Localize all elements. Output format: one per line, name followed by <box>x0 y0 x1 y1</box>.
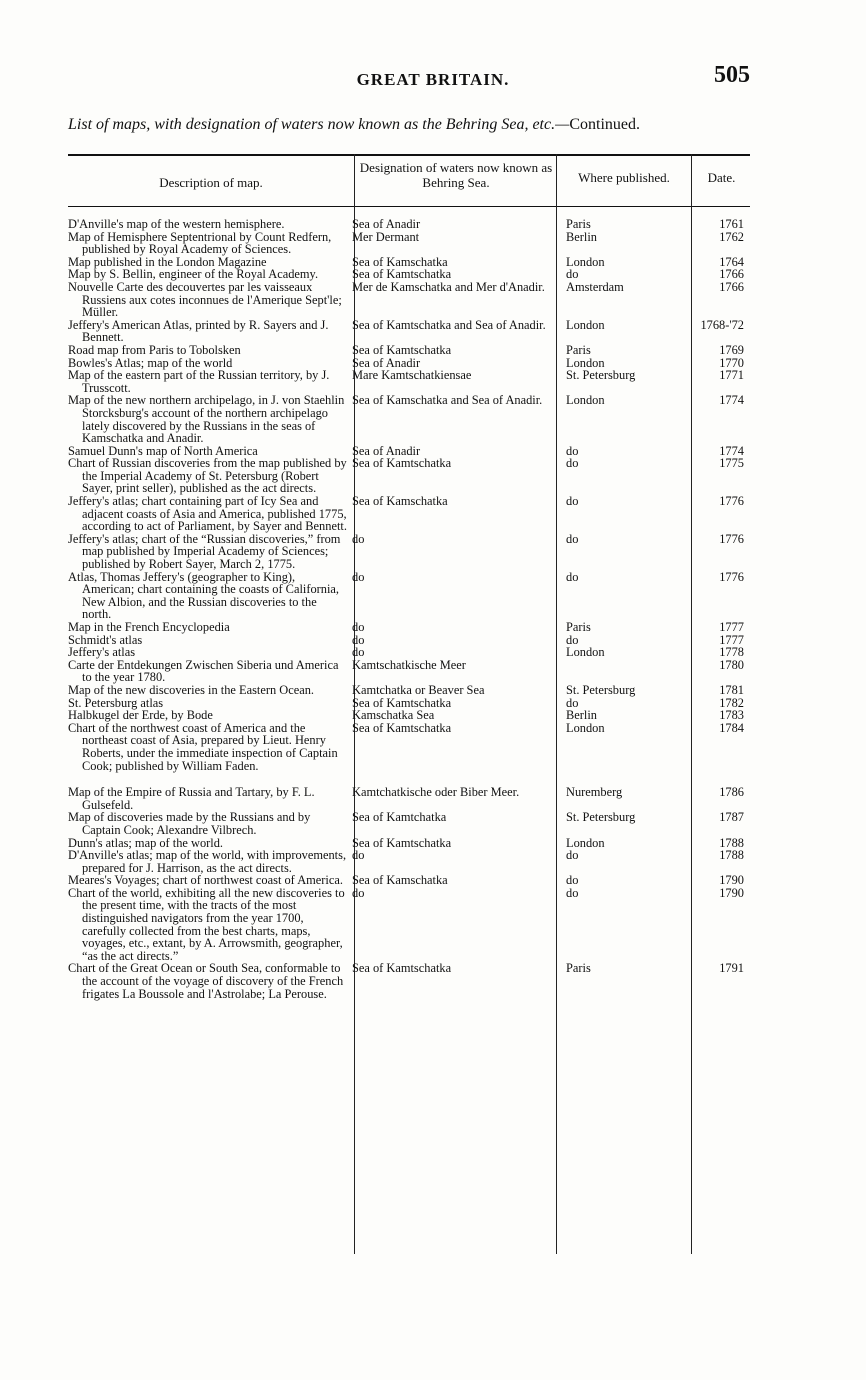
cell-designation <box>352 344 554 357</box>
cell-where-published-text: St. Petersburg <box>566 810 636 825</box>
cell-designation-text: Sea of Kamtschatka <box>352 961 452 976</box>
table-body <box>68 218 750 1000</box>
cell-where-published <box>554 319 689 344</box>
cell-where-published <box>554 495 689 533</box>
cell-date-text: 1771 <box>719 368 744 383</box>
cell-where-published-text: London <box>566 393 605 408</box>
header-date: Date. <box>707 170 736 185</box>
cell-where-published-text: London <box>566 355 605 370</box>
table-row <box>68 621 750 634</box>
cell-designation <box>352 786 554 811</box>
cell-designation <box>352 874 554 887</box>
cell-description-text: St. Petersburg atlas <box>68 695 164 710</box>
cell-where-published <box>554 231 689 256</box>
cell-date-text: 1778 <box>719 645 744 660</box>
cell-designation-text: do <box>352 531 365 546</box>
cell-description <box>68 281 352 319</box>
cell-date-text: 1768-'72 <box>700 317 744 332</box>
cell-description-text: Dunn's atlas; map of the world. <box>68 835 224 850</box>
cell-date <box>689 571 750 621</box>
cell-where-published-text: Paris <box>566 217 591 231</box>
cell-date-text: 1791 <box>719 961 744 976</box>
cell-date-text: 1776 <box>719 494 744 509</box>
cell-description-text: Map by S. Bellin, engineer of the Royal Academy. <box>68 267 319 282</box>
cell-designation-text: Kamtchatkische oder Biber Meer. <box>352 785 520 800</box>
table-row <box>68 786 750 811</box>
cell-designation-text: Kamschatka Sea <box>352 708 435 723</box>
cell-date-text: 1784 <box>719 720 744 735</box>
cell-where-published-text: do <box>566 456 579 471</box>
cell-where-published <box>554 457 689 495</box>
cell-designation-text: Sea of Kamschatka and Sea of Anadir. <box>352 393 543 408</box>
cell-designation <box>352 646 554 659</box>
cell-description-text: Map of the Empire of Russia and Tartary, by F. L. Gulsefeld. <box>68 785 315 812</box>
cell-description-text: Map in the French Encyclopedia <box>68 620 230 634</box>
cell-date-text: 1775 <box>719 456 744 471</box>
cell-description-text: Road map from Paris to Tobolsken <box>68 342 241 357</box>
cell-where-published-text: Amsterdam <box>566 279 624 294</box>
cell-description-text: Halbkugel der Erde, by Bode <box>68 708 213 723</box>
table-row <box>68 394 750 444</box>
cell-date <box>689 457 750 495</box>
page-header <box>0 62 866 96</box>
cell-designation <box>352 849 554 874</box>
cell-date-text: 1769 <box>719 342 744 357</box>
cell-date-text: 1774 <box>719 393 744 408</box>
cell-where-published-text: do <box>566 494 579 509</box>
cell-where-published-text: Nuremberg <box>566 785 623 800</box>
cell-where-published-text: Paris <box>566 620 591 634</box>
table-caption <box>68 116 758 134</box>
cell-designation-text: Sea of Kamtschatka <box>352 456 452 471</box>
cell-date-text: 1788 <box>719 835 744 850</box>
cell-description <box>68 319 352 344</box>
cell-where-published-text: London <box>566 317 605 332</box>
cell-where-published <box>554 709 689 722</box>
cell-description <box>68 231 352 256</box>
cell-designation <box>352 621 554 634</box>
cell-designation <box>352 319 554 344</box>
cell-date <box>689 281 750 319</box>
cell-description-text: Chart of the Great Ocean or South Sea, conformable to the account of the voyage of discovery of the French frigates La Boussole and l'Astrolabe; La Perouse. <box>68 961 344 1001</box>
table-top-rule <box>68 154 750 156</box>
cell-date <box>689 849 750 874</box>
cell-designation <box>352 457 554 495</box>
cell-designation <box>352 394 554 444</box>
cell-date <box>689 722 750 772</box>
cell-where-published-text: do <box>566 531 579 546</box>
cell-where-published-text: St. Petersburg <box>566 368 636 383</box>
table-row <box>68 281 750 319</box>
cell-where-published <box>554 722 689 772</box>
cell-designation <box>352 811 554 836</box>
table-row <box>68 722 750 772</box>
cell-description <box>68 962 352 1000</box>
cell-designation <box>352 709 554 722</box>
table-row <box>68 659 750 684</box>
header-description: Description of map. <box>159 175 263 190</box>
cell-date <box>689 811 750 836</box>
cell-where-published-text: London <box>566 254 605 269</box>
cell-designation-text: Sea of Kamtschatka <box>352 835 452 850</box>
cell-designation-text: do <box>352 632 365 647</box>
cell-where-published-text: London <box>566 720 605 735</box>
cell-where-published-text: do <box>566 443 579 458</box>
header-rule <box>68 206 750 207</box>
cell-where-published <box>554 786 689 811</box>
cell-designation-text: Sea of Anadir <box>352 217 421 231</box>
cell-description-text: Chart of the northwest coast of America and the northeast coast of Asia, prepared by Lieut. Henry Roberts, under the immediate inspection of Captain Cook; published by William Faden. <box>68 720 338 773</box>
cell-description <box>68 571 352 621</box>
cell-where-published <box>554 962 689 1000</box>
cell-description-text: Jeffery's American Atlas, printed by R. Sayers and J. Bennett. <box>68 317 329 345</box>
cell-designation-text: Sea of Anadir <box>352 355 421 370</box>
cell-date-text: 1790 <box>719 873 744 888</box>
running-title: GREAT BRITAIN. <box>356 70 510 89</box>
cell-date-text: 1766 <box>719 267 744 282</box>
cell-date <box>689 495 750 533</box>
cell-designation <box>352 962 554 1000</box>
cell-where-published-text: do <box>566 569 579 584</box>
cell-date-text: 1781 <box>719 682 744 697</box>
cell-description-text: Map of discoveries made by the Russians and by Captain Cook; Alexandre Vilbrech. <box>68 810 311 837</box>
page-number: 505 <box>714 62 750 88</box>
cell-description <box>68 495 352 533</box>
table-row <box>68 634 750 647</box>
cell-description-text: D'Anville's map of the western hemisphere. <box>68 217 285 231</box>
cell-designation-text: Kamtschatkische Meer <box>352 657 466 672</box>
cell-description <box>68 722 352 772</box>
cell-date-text: 1777 <box>719 632 744 647</box>
cell-description-text: Atlas, Thomas Jeffery's (geographer to King), American; chart containing the coasts of California, New Albion, and the Russian discoveries to the north. <box>68 569 340 622</box>
cell-designation-text: Sea of Kamschatka <box>352 254 448 269</box>
cell-where-published-text: do <box>566 873 579 888</box>
caption-continued: Continued. <box>569 116 640 133</box>
cell-date-text: 1774 <box>719 443 744 458</box>
cell-date <box>689 319 750 344</box>
cell-where-published <box>554 646 689 659</box>
cell-where-published-text: do <box>566 695 579 710</box>
cell-designation-text: do <box>352 885 365 900</box>
cell-where-published-text: Berlin <box>566 708 597 723</box>
cell-where-published <box>554 344 689 357</box>
cell-description-text: Samuel Dunn's map of North America <box>68 443 258 458</box>
cell-description-text: Map of the eastern part of the Russian territory, by J. Trusscott. <box>68 368 330 395</box>
cell-where-published <box>554 811 689 836</box>
cell-designation <box>352 495 554 533</box>
cell-date <box>689 659 750 684</box>
header-designation: Designation of waters now known as Behring Sea. <box>359 160 553 190</box>
cell-designation <box>352 281 554 319</box>
cell-date <box>689 394 750 444</box>
cell-date <box>689 887 750 963</box>
cell-where-published-text: do <box>566 632 579 647</box>
cell-designation-text: Sea of Kamtschatka <box>352 342 452 357</box>
cell-designation-text: Sea of Kamschatka <box>352 494 448 509</box>
cell-description <box>68 457 352 495</box>
cell-designation <box>352 571 554 621</box>
cell-designation-text: Sea of Kamtschatka and Sea of Anadir. <box>352 317 546 332</box>
cell-description-text: Chart of Russian discoveries from the map published by the Imperial Academy of St. Petersburg (Robert Sayer, print seller), published as the act directs. <box>68 456 347 496</box>
cell-designation <box>352 887 554 963</box>
cell-description-text: Schmidt's atlas <box>68 632 143 647</box>
cell-description-text: Bowles's Atlas; map of the world <box>68 355 233 370</box>
cell-designation-text: Mer de Kamschatka and Mer d'Anadir. <box>352 279 545 294</box>
cell-designation-text: Mer Dermant <box>352 229 420 244</box>
table-row <box>68 849 750 874</box>
table-row <box>68 533 750 571</box>
cell-designation <box>352 659 554 684</box>
cell-designation-text: Sea of Kamtschatka <box>352 720 452 735</box>
cell-designation-text: Sea of Kamtschatka <box>352 267 452 282</box>
cell-where-published-text: do <box>566 885 579 900</box>
caption-text: List of maps, with designation of waters now known as the Behring Sea, etc.— <box>68 116 570 133</box>
cell-designation-text: Sea of Kamtchatka <box>352 810 447 825</box>
cell-description-text: D'Anville's atlas; map of the world, with improvements, prepared for J. Harrison, as the act directs. <box>68 848 347 875</box>
cell-description-text: Carte der Entdekungen Zwischen Siberia und America to the year 1780. <box>68 657 339 685</box>
cell-date <box>689 533 750 571</box>
table-row <box>68 962 750 1000</box>
cell-where-published-text: Paris <box>566 961 591 976</box>
cell-date <box>689 231 750 256</box>
cell-description <box>68 849 352 874</box>
cell-date-text: 1777 <box>719 620 744 634</box>
cell-description-text: Chart of the world, exhibiting all the new discoveries to the present time, with the tracts of the most distinguished navigators from the year 1700, carefully collected from the best charts, maps, voyages, etc., extant, by A. Arrowsmith, geographer, “as the act directs.” <box>68 885 345 963</box>
cell-date-text: 1766 <box>719 279 744 294</box>
table-row <box>68 887 750 963</box>
cell-designation-text: do <box>352 569 365 584</box>
cell-where-published-text: St. Petersburg <box>566 682 636 697</box>
cell-date-text: 1790 <box>719 885 744 900</box>
cell-date-text: 1776 <box>719 531 744 546</box>
cell-date-text: 1780 <box>719 657 744 672</box>
cell-where-published-text: do <box>566 267 579 282</box>
cell-date-text: 1776 <box>719 569 744 584</box>
cell-date-text: 1783 <box>719 708 744 723</box>
cell-where-published <box>554 684 689 697</box>
cell-where-published <box>554 887 689 963</box>
cell-description <box>68 533 352 571</box>
cell-date-text: 1770 <box>719 355 744 370</box>
cell-where-published <box>554 621 689 634</box>
cell-where-published <box>554 849 689 874</box>
table-row <box>68 684 750 697</box>
cell-where-published <box>554 394 689 444</box>
cell-where-published <box>554 369 689 394</box>
cell-description-text: Map of the new northern archipelago, in J. von Staehlin Storcksburg's account of the northern archipelago lately discovered by the Russians in the seas of Kamschatka and Anadir. <box>68 393 345 446</box>
table-row <box>68 571 750 621</box>
table-row <box>68 811 750 836</box>
table-row <box>68 231 750 256</box>
cell-description-text: Map of Hemisphere Septentrional by Count Redfern, published by Royal Academy of Sciences. <box>68 229 332 257</box>
table-row <box>68 319 750 344</box>
cell-description <box>68 811 352 836</box>
cell-where-published-text: Paris <box>566 342 591 357</box>
cell-date-text: 1787 <box>719 810 744 825</box>
cell-description-text: Jeffery's atlas; chart of the “Russian discoveries,” from map published by Imperial Academy of Sciences; published by Robert Sayer, March 2, 1775. <box>68 531 341 572</box>
cell-description-text: Jeffery's atlas <box>68 645 136 660</box>
cell-designation <box>352 634 554 647</box>
cell-description <box>68 887 352 963</box>
cell-designation <box>352 533 554 571</box>
cell-designation-text: do <box>352 645 365 660</box>
cell-designation <box>352 231 554 256</box>
cell-where-published <box>554 281 689 319</box>
cell-date-text: 1786 <box>719 785 744 800</box>
cell-designation-text: Sea of Kamschatka <box>352 873 448 888</box>
cell-date-text: 1782 <box>719 695 744 710</box>
cell-description-text: Meares's Voyages; chart of northwest coast of America. <box>68 873 343 888</box>
cell-where-published <box>554 218 689 231</box>
cell-date-text: 1788 <box>719 848 744 863</box>
cell-designation <box>352 369 554 394</box>
cell-designation <box>352 722 554 772</box>
cell-where-published <box>554 659 689 684</box>
cell-date-text: 1762 <box>719 229 744 244</box>
cell-date <box>689 369 750 394</box>
cell-designation-text: Kamtchatka or Beaver Sea <box>352 682 485 697</box>
cell-where-published <box>554 571 689 621</box>
header-where-published: Where published. <box>578 170 670 185</box>
cell-designation <box>352 218 554 231</box>
cell-where-published <box>554 533 689 571</box>
cell-designation-text: Sea of Kamtschatka <box>352 695 452 710</box>
cell-where-published-text: London <box>566 645 605 660</box>
cell-date <box>689 962 750 1000</box>
cell-description <box>68 394 352 444</box>
cell-where-published-text: do <box>566 848 579 863</box>
cell-designation <box>352 837 554 850</box>
cell-designation <box>352 684 554 697</box>
cell-date-text: 1764 <box>719 254 744 269</box>
cell-where-published-text: London <box>566 835 605 850</box>
cell-description-text: Jeffery's atlas; chart containing part of Icy Sea and adjacent coasts of Asia and America, published 1775, according to act of Parliament, by Sayer and Bennett. <box>68 494 347 534</box>
table-row <box>68 495 750 533</box>
cell-where-published <box>554 874 689 887</box>
cell-description-text: Map of the new discoveries in the Eastern Ocean. <box>68 682 315 697</box>
cell-designation-text: do <box>352 620 365 634</box>
cell-designation-text: Sea of Anadir <box>352 443 421 458</box>
cell-description-text: Map published in the London Magazine <box>68 254 267 269</box>
cell-date-text: 1761 <box>719 217 744 231</box>
table-row <box>68 369 750 394</box>
cell-designation-text: do <box>352 848 365 863</box>
cell-date <box>689 786 750 811</box>
table-row <box>68 457 750 495</box>
cell-description <box>68 369 352 394</box>
cell-designation-text: Mare Kamtschatkiensae <box>352 368 472 383</box>
cell-description <box>68 786 352 811</box>
cell-description-text: Nouvelle Carte des decouvertes par les vaisseaux Russiens aux cotes inconnues de l'Amerique Sept'le; Müller. <box>68 279 342 320</box>
cell-description <box>68 659 352 684</box>
cell-where-published-text: Berlin <box>566 229 597 244</box>
